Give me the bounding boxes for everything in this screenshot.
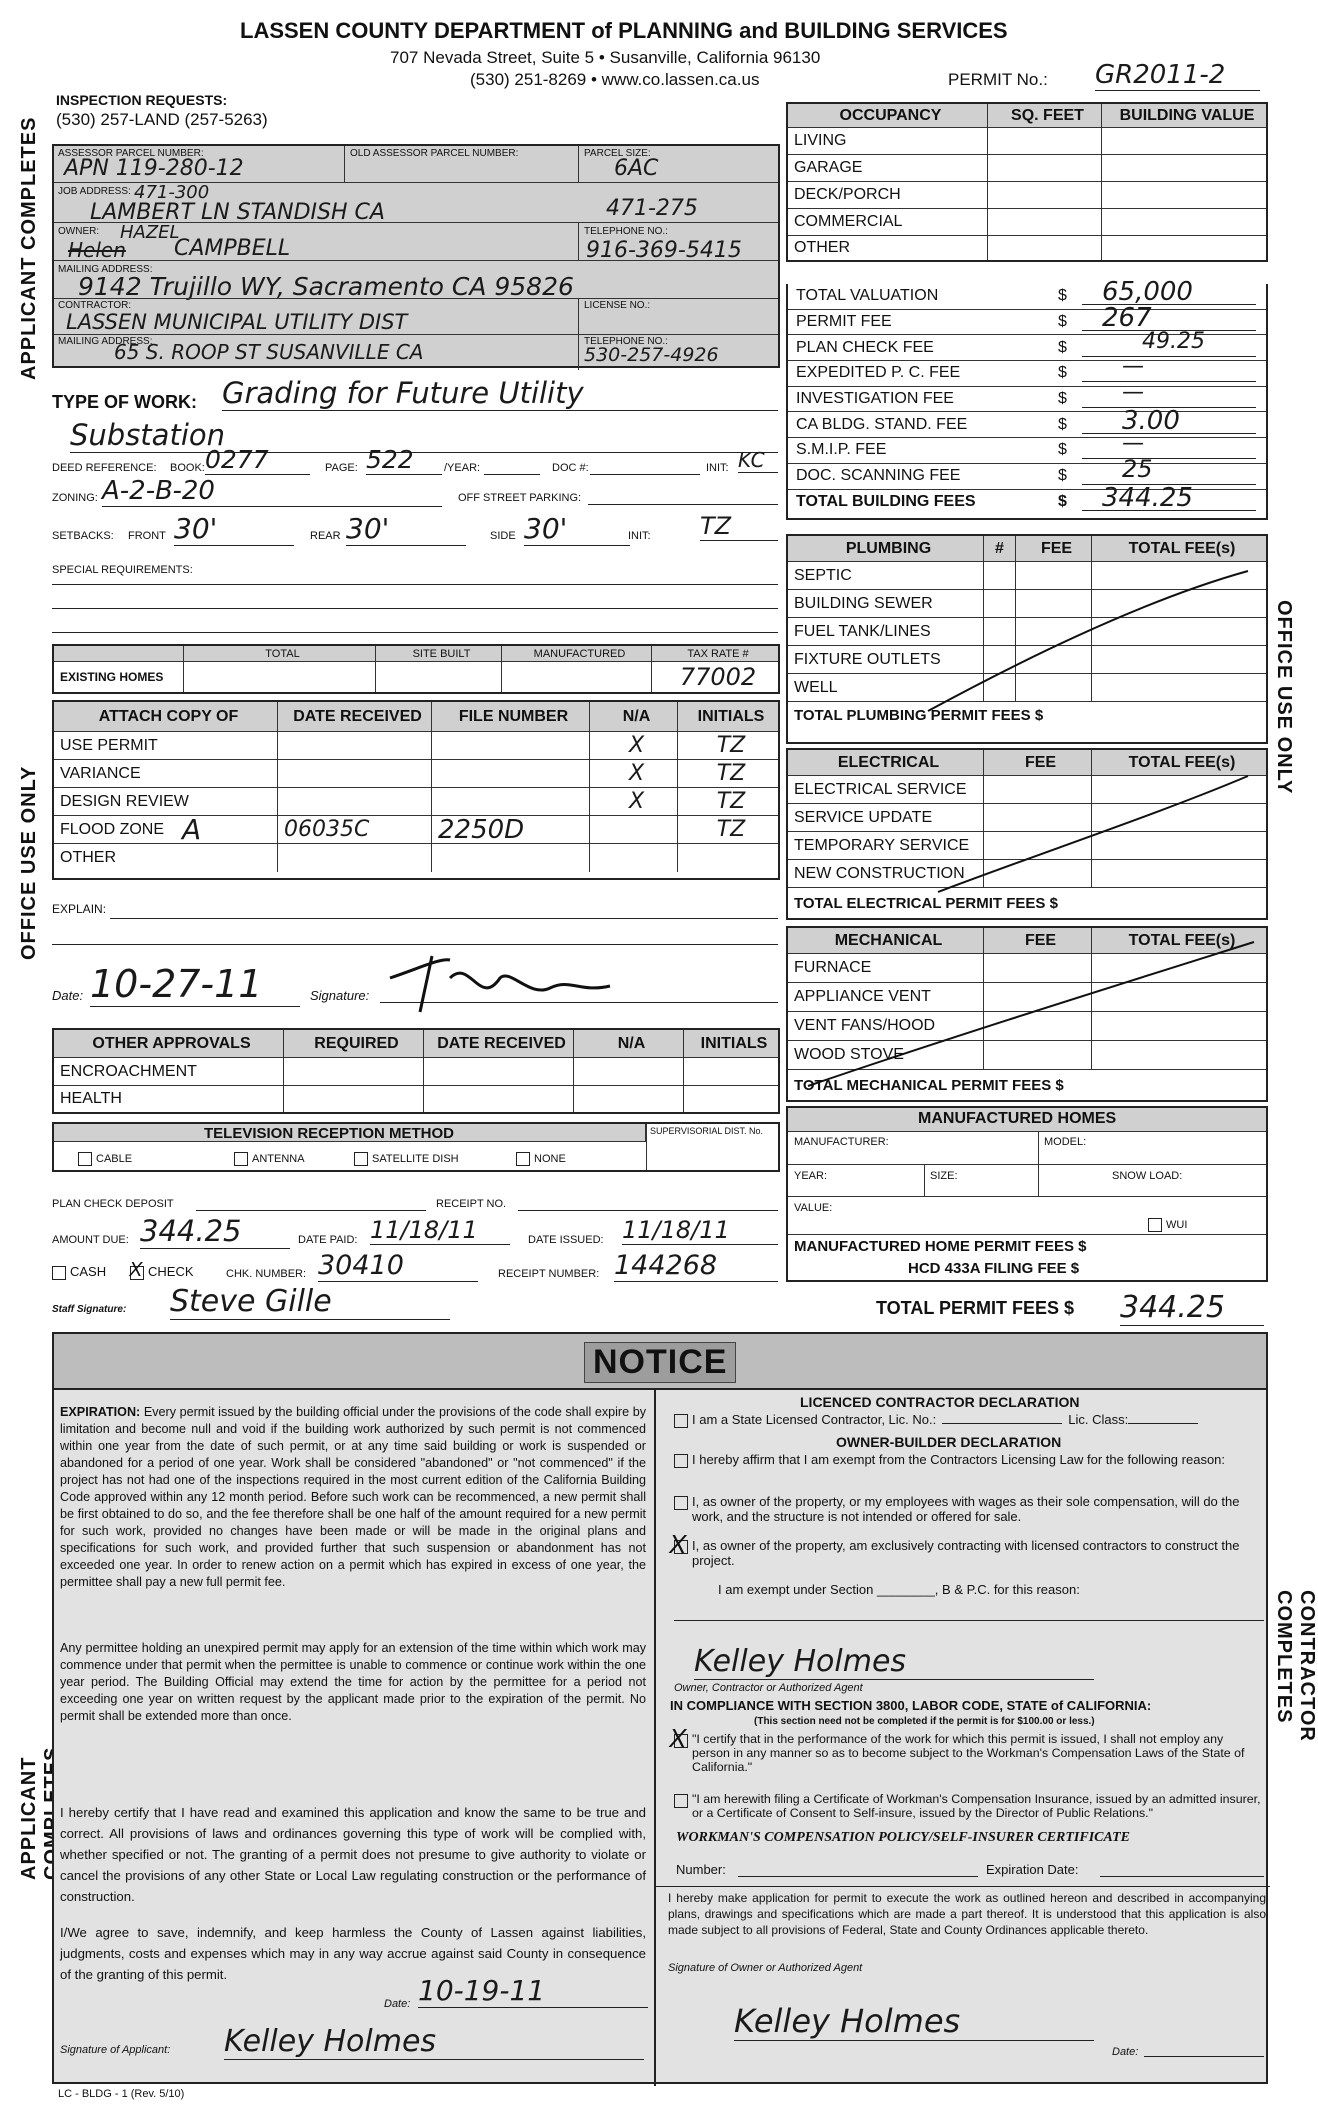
fee-label: S.M.I.P. FEE: [796, 441, 887, 459]
attach-row-other: [54, 844, 778, 872]
comp-option-2[interactable]: [674, 1792, 1264, 1820]
job-address-value[interactable]: LAMBERT LN STANDISH CA: [90, 200, 385, 225]
attach-row-label: DESIGN REVIEW: [54, 788, 278, 815]
electrical-total-label: TOTAL ELECTRICAL PERMIT FEES $: [794, 894, 1058, 912]
fee-label: PERMIT FEE: [796, 313, 892, 331]
tv-option-label: ANTENNA: [252, 1152, 305, 1165]
occupancy-row-label: COMMERCIAL: [788, 209, 988, 235]
agent-date-label: Date:: [1112, 2046, 1139, 2058]
amount-due-label: AMOUNT DUE:: [52, 1234, 129, 1246]
attach-row-label: FLOOD ZONE: [60, 820, 165, 838]
attach-col-na: N/A: [590, 702, 678, 731]
attach-row-use-permit: [54, 732, 778, 760]
owner-value[interactable]: CAMPBELL: [174, 236, 291, 261]
owner-tel-label: TELEPHONE NO.:: [584, 226, 668, 237]
value-label: VALUE:: [794, 1202, 833, 1214]
fee-value[interactable]: 3.00: [1122, 405, 1180, 436]
existing-col-tax: TAX RATE #: [687, 647, 749, 660]
applicant-sig-label: Signature of Applicant:: [60, 2044, 171, 2056]
notice-title: NOTICE: [584, 1342, 736, 1383]
occupancy-row-label: LIVING: [788, 128, 988, 154]
dollar-sign: $: [1058, 441, 1067, 459]
agent-text: I hereby make application for permit to execute the work as outlined hereon and described in accompanying plans, drawings and specifications which are made a part thereof. It is understood that this application is also made subject to all provisions of Federal, State and County Ordinances applicable thereto.: [668, 1891, 1266, 1937]
attach-init-mark[interactable]: TZ: [716, 817, 746, 842]
attach-col-init: INITIALS: [697, 707, 765, 725]
ob-option-text: I, as owner of the property, am exclusively contracting with licensed contractors to construct the project.: [692, 1538, 1240, 1568]
comp-heading: IN COMPLIANCE WITH SECTION 3800, LABOR CODE, STATE of CALIFORNIA:: [670, 1698, 1152, 1713]
attach-row-label: USE PERMIT: [54, 732, 278, 759]
page-value[interactable]: 522: [366, 445, 442, 475]
number-label: Number:: [676, 1862, 726, 1877]
tv-option-satellite[interactable]: [354, 1152, 459, 1166]
side-label-office-right: OFFICE USE ONLY: [1273, 600, 1295, 795]
existing-homes-label: EXISTING HOMES: [54, 662, 184, 692]
attach-row-label: OTHER: [54, 844, 278, 872]
signature-label: Signature:: [310, 988, 370, 1003]
indemnify-text: I/We agree to save, indemnify, and keep harmless the County of Lassen against liabilities, judgments, costs and expenses which may in any way accrue against said County in consequence of the granting of this permit.: [60, 1925, 646, 1982]
address-line: 707 Nevada Street, Suite 5 • Susanville, California 96130: [390, 48, 821, 67]
fee-value[interactable]: —: [1122, 354, 1144, 380]
notice-section: [52, 1332, 1268, 2084]
book-value[interactable]: 0277: [205, 445, 310, 475]
existing-col-total: TOTAL: [184, 646, 376, 661]
fee-label: TOTAL VALUATION: [796, 287, 939, 305]
occupancy-col-sqft: SQ. FEET: [988, 104, 1102, 127]
dollar-sign: $: [1058, 467, 1067, 485]
agent-signature[interactable]: Kelley Holmes: [734, 2002, 1094, 2041]
tv-option-label: SATELLITE DISH: [372, 1152, 459, 1165]
form-footer: LC - BLDG - 1 (Rev. 5/10): [58, 2088, 185, 2100]
tel2-label: TELEPHONE NO.:: [584, 336, 668, 347]
type-of-work-label: TYPE OF WORK:: [52, 392, 197, 412]
mechanical-total-label: TOTAL MECHANICAL PERMIT FEES $: [794, 1076, 1064, 1094]
offstreet-label: OFF STREET PARKING:: [458, 492, 582, 504]
apn-label: ASSESSOR PARCEL NUMBER:: [58, 148, 204, 159]
attach-col-file: FILE NUMBER: [432, 702, 590, 731]
side-label: SIDE: [490, 530, 516, 542]
occupancy-col-value: BUILDING VALUE: [1119, 106, 1255, 124]
special-req-label: SPECIAL REQUIREMENTS:: [52, 564, 193, 576]
front-label: FRONT: [128, 530, 166, 542]
lic-heading: LICENCED CONTRACTOR DECLARATION: [800, 1394, 1080, 1410]
electrical-row-label: TEMPORARY SERVICE: [788, 832, 984, 859]
attach-col-date: DATE RECEIVED: [278, 702, 432, 731]
comp-sub: (This section need not be completed if the permit is for $100.00 or less.): [754, 1716, 1095, 1727]
lic-text: I am a State Licensed Contractor, Lic. No.:: [692, 1412, 937, 1427]
owner-strike: Helen: [68, 238, 126, 262]
attach-na-mark[interactable]: X: [590, 788, 678, 815]
plumbing-col-num: #: [984, 536, 1016, 561]
flood-zone-date[interactable]: 06035C: [278, 816, 432, 843]
side-label-office-left: OFFICE USE ONLY: [18, 765, 40, 960]
contact-line: (530) 251-8269 • www.co.lassen.ca.us: [470, 70, 760, 89]
setback-init-label: INIT:: [628, 530, 651, 542]
district-label: SUPERVISORIAL DIST. No.: [650, 1126, 764, 1136]
owner-signature[interactable]: Kelley Holmes: [694, 1644, 1094, 1680]
dollar-sign: $: [1058, 338, 1067, 356]
side-label-contractor: CONTRACTOR COMPLETES: [1273, 1590, 1318, 1742]
applicant-date-label: Date:: [384, 1998, 411, 2010]
lic-class-label: Lic. Class:: [1068, 1412, 1129, 1427]
side-value[interactable]: 30': [524, 512, 630, 546]
approval-row-label: HEALTH: [54, 1086, 284, 1112]
zoning-value[interactable]: A-2-B-20: [102, 476, 442, 507]
tv-label: TELEVISION RECEPTION METHOD: [204, 1125, 455, 1142]
approvals-table: [52, 1028, 780, 1114]
mailing-label: MAILING ADDRESS:: [58, 264, 153, 275]
explain-label: EXPLAIN:: [52, 902, 107, 916]
extension-text: Any permittee holding an unexpired permit may apply for an extension of the time within which work may commence under that permit when the permittee is unable to commence or continue work within the one year period. The Building Official may extend the time for action by the permittee for a period not exceeding one year on written request by the applicant made prior to the expiration of the permit. No permit shall be extended more than once.: [60, 1641, 646, 1723]
fees-table: [786, 277, 1268, 520]
type-of-work-line2[interactable]: Substation: [70, 418, 778, 453]
attach-row-variance: [54, 760, 778, 788]
fee-label: DOC. SCANNING FEE: [796, 467, 961, 485]
manufactured-table: [786, 1106, 1268, 1282]
attach-row-design-review: [54, 788, 778, 816]
fee-label: INVESTIGATION FEE: [796, 390, 954, 408]
mechanical-table: [786, 926, 1268, 1102]
electrical-col-type: ELECTRICAL: [788, 750, 984, 775]
plumbing-row-label: WELL: [788, 674, 984, 701]
applicant-signature[interactable]: Kelley Holmes: [224, 2024, 644, 2060]
fee-value[interactable]: 267: [1102, 303, 1152, 334]
certify-text: I hereby certify that I have read and examined this application and know the same to be true and correct. All provisions of laws and ordinances governing this type of work will be complied with, whether specified or not. The granting of a permit does not presume to give authority to violate or cancel the provisions of any other State or Local Law regulating construction or the performance of construction.: [60, 1805, 646, 1904]
type-of-work-line1[interactable]: Grading for Future Utility: [222, 376, 778, 411]
check-checkbox[interactable]: X CHECK: [129, 1258, 194, 1281]
chk-number-label: CHK. NUMBER:: [226, 1268, 307, 1280]
expiration-date-label: Expiration Date:: [986, 1862, 1079, 1877]
dollar-sign: $: [1058, 390, 1067, 408]
flood-zone-letter[interactable]: A: [182, 813, 202, 846]
plumbing-row-label: SEPTIC: [788, 562, 984, 589]
date-issued-label: DATE ISSUED:: [528, 1234, 604, 1246]
attach-row-label: VARIANCE: [54, 760, 278, 787]
fee-label: PLAN CHECK FEE: [796, 338, 934, 356]
fee-value[interactable]: —: [1122, 431, 1144, 457]
comp-option-1[interactable]: X "I certify that in the performance of the work for which this permit is issued, I shall not employ any person in any manner so as to become subject to the Workman's Compensation Laws of the State of California.": [674, 1732, 1264, 1774]
ob-option-3: I am exempt under Section ________, B & P.C. for this reason:: [718, 1582, 1080, 1597]
plumbing-row-label: BUILDING SEWER: [788, 590, 984, 617]
manufacturer-label: MANUFACTURER:: [794, 1136, 889, 1148]
fee-value[interactable]: 49.25: [1142, 328, 1205, 354]
electrical-table: [786, 748, 1268, 920]
tv-option-antenna[interactable]: [234, 1152, 305, 1166]
applicant-date-value[interactable]: 10-19-11: [418, 1974, 648, 2008]
occupancy-row-label: OTHER: [788, 236, 988, 260]
mechanical-col-type: MECHANICAL: [788, 928, 984, 953]
fee-value[interactable]: 65,000: [1102, 277, 1193, 308]
parcel-size-value[interactable]: 6AC: [614, 156, 659, 181]
comp-option-text: "I am herewith filing a Certificate of Workman's Compensation Insurance, issued by an admitted insurer, or a Certificate of Consent to Self-insure, issued by the Director of Public Relations.": [692, 1792, 1261, 1820]
attach-col-type: ATTACH COPY OF: [54, 702, 278, 731]
apn-value[interactable]: APN 119-280-12: [64, 156, 244, 181]
ob-affirm-text: I hereby affirm that I am exempt from the Contractors Licensing Law for the following reason:: [692, 1452, 1226, 1467]
approvals-col-req: REQUIRED: [284, 1030, 424, 1057]
owner-first-name: HAZEL: [120, 222, 180, 243]
total-permit-label: TOTAL PERMIT FEES $: [876, 1298, 1075, 1318]
official-signature: [380, 948, 640, 1018]
doc-label: DOC #:: [552, 462, 589, 474]
model-label: MODEL:: [1044, 1136, 1087, 1148]
page-label: PAGE:: [325, 462, 358, 474]
mechanical-row-label: WOOD STOVE: [788, 1041, 984, 1069]
dollar-sign: $: [1058, 287, 1067, 305]
attach-na-mark[interactable]: X: [590, 760, 678, 787]
mailing-value[interactable]: 9142 Trujillo WY, Sacramento CA 95826: [78, 272, 574, 301]
mechanical-row-label: FURNACE: [788, 954, 984, 982]
year-label: YEAR:: [794, 1170, 828, 1182]
mechanical-row-label: APPLIANCE VENT: [788, 983, 984, 1011]
electrical-row-label: ELECTRICAL SERVICE: [788, 776, 984, 803]
wui-label: WUI: [1166, 1218, 1188, 1231]
mechanical-col-fee: FEE: [984, 928, 1092, 953]
lic-checkbox[interactable]: [674, 1412, 1198, 1428]
check-label: CHECK: [148, 1264, 194, 1279]
owner-tel-value[interactable]: 916-369-5415: [586, 238, 742, 263]
tv-reception-box: [52, 1122, 780, 1172]
plumbing-row-label: FUEL TANK/LINES: [788, 618, 984, 645]
mechanical-strike: [808, 938, 1258, 1088]
owner-label: OWNER:: [58, 226, 100, 237]
fee-label: CA BLDG. STAND. FEE: [796, 415, 968, 433]
fee-label: TOTAL BUILDING FEES: [796, 493, 976, 511]
receipt-no-label: RECEIPT NO.: [436, 1198, 507, 1210]
chk-number-value[interactable]: 30410: [318, 1250, 478, 1282]
plumbing-total-label: TOTAL PLUMBING PERMIT FEES $: [794, 706, 1044, 724]
approvals-col-init: INITIALS: [700, 1034, 768, 1052]
zoning-label: ZONING:: [52, 492, 98, 504]
job-address-tail: 471-275: [606, 196, 698, 221]
dollar-sign: $: [1058, 364, 1067, 382]
electrical-col-fee: FEE: [984, 750, 1092, 775]
comp-option-text: "I certify that in the performance of the work for which this permit is issued, I shall not employ any person in any manner so as to become subject to the Workman's Compensation Laws of the State of California.": [692, 1732, 1245, 1774]
parcel-size-label: PARCEL SIZE:: [584, 148, 651, 159]
ob-heading: OWNER-BUILDER DECLARATION: [836, 1434, 1062, 1450]
receipt-number-value[interactable]: 144268: [614, 1250, 778, 1282]
dollar-sign: $: [1058, 313, 1067, 331]
fee-value[interactable]: —: [1122, 380, 1144, 406]
wc-heading: WORKMAN'S COMPENSATION POLICY/SELF-INSURER CERTIFICATE: [676, 1830, 1130, 1845]
front-value[interactable]: 30': [174, 512, 294, 546]
plumbing-col-type: PLUMBING: [788, 536, 984, 561]
setback-init-value[interactable]: TZ: [700, 512, 778, 541]
tv-option-label: CABLE: [96, 1152, 133, 1165]
cash-label: CASH: [70, 1264, 107, 1279]
year-label: /YEAR:: [444, 462, 481, 474]
fee-label: EXPEDITED P. C. FEE: [796, 364, 961, 382]
rear-value[interactable]: 30': [346, 512, 466, 546]
approvals-col-na: N/A: [574, 1030, 684, 1057]
occupancy-row-label: DECK/PORCH: [788, 182, 988, 208]
mechanical-row-label: VENT FANS/HOOD: [788, 1012, 984, 1040]
expiration-heading: EXPIRATION:: [60, 1405, 141, 1419]
existing-col-site: SITE BUILT: [376, 646, 502, 661]
attach-row-flood-zone: [54, 813, 778, 846]
staff-signature-label: Staff Signature:: [52, 1304, 127, 1315]
cash-checkbox[interactable]: [52, 1264, 106, 1280]
approval-row-label: ENCROACHMENT: [54, 1058, 284, 1085]
tel2-value[interactable]: 530-257-4926: [584, 344, 719, 366]
occupancy-col-type: OCCUPANCY: [788, 104, 988, 127]
attach-init-mark[interactable]: TZ: [716, 761, 746, 786]
plumbing-table: [786, 534, 1268, 744]
plumbing-col-fee: FEE: [1016, 536, 1092, 561]
existing-col-manu: MANUFACTURED: [502, 646, 652, 661]
occupancy-table: [786, 102, 1268, 262]
ob-option-2[interactable]: X I, as owner of the property, am exclusively contracting with licensed contractors to construct the project.: [674, 1538, 1264, 1568]
electrical-row-label: SERVICE UPDATE: [788, 804, 984, 831]
inspection-label: INSPECTION REQUESTS:: [56, 92, 228, 108]
permit-label: PERMIT No.:: [948, 70, 1048, 89]
fee-value[interactable]: 344.25: [1102, 483, 1193, 514]
permit-number[interactable]: GR2011-2: [1095, 60, 1260, 91]
deed-label: DEED REFERENCE:: [52, 462, 157, 474]
attach-init-mark[interactable]: TZ: [716, 733, 746, 758]
existing-homes-table: [52, 644, 780, 694]
dollar-sign: $: [1058, 493, 1067, 511]
ob-option-text: I, as owner of the property, or my employees with wages as their sole compensation, will do the work, and the structure is not intended or offered for sale.: [692, 1494, 1240, 1524]
total-permit-value[interactable]: 344.25: [1120, 1290, 1264, 1326]
job-address-label: JOB ADDRESS:: [58, 186, 131, 197]
staff-signature[interactable]: Steve Gille: [170, 1284, 450, 1320]
ob-affirm-checkbox[interactable]: [674, 1452, 1264, 1468]
receipt-number-label: RECEIPT NUMBER:: [498, 1268, 600, 1280]
deed-init-label: INIT:: [706, 462, 729, 474]
book-label: BOOK:: [170, 462, 205, 474]
tv-option-none[interactable]: [516, 1152, 566, 1166]
mailing2-value[interactable]: 65 S. ROOP ST SUSANVILLE CA: [114, 340, 424, 364]
owner-sig-label: Owner, Contractor or Authorized Agent: [674, 1682, 863, 1694]
attach-init-mark[interactable]: TZ: [716, 789, 746, 814]
contractor-label: CONTRACTOR:: [58, 300, 132, 311]
old-apn-label: OLD ASSESSOR PARCEL NUMBER:: [350, 148, 519, 159]
plumbing-strike: [928, 566, 1258, 716]
rear-label: REAR: [310, 530, 341, 542]
attach-na-mark[interactable]: X: [590, 732, 678, 759]
inspection-phone: (530) 257-LAND (257-5263): [56, 110, 268, 129]
size-label: SIZE:: [930, 1170, 958, 1182]
occupancy-row-label: GARAGE: [788, 155, 988, 181]
job-number[interactable]: 471-300: [134, 182, 210, 203]
date-paid-label: DATE PAID:: [298, 1234, 358, 1246]
dollar-sign: $: [1058, 415, 1067, 433]
plan-check-deposit-label: PLAN CHECK DEPOSIT: [52, 1198, 174, 1210]
mailing2-label: MAILING ADDRESS:: [58, 336, 153, 347]
parcel-block: [52, 144, 780, 368]
approvals-col-date: DATE RECEIVED: [424, 1030, 574, 1057]
deed-init-value[interactable]: KC: [738, 448, 778, 473]
hcd-fee-label: HCD 433A FILING FEE $: [908, 1260, 1080, 1277]
fee-value[interactable]: 25: [1122, 455, 1153, 484]
side-label-applicant-top: APPLICANT COMPLETES: [18, 116, 40, 380]
contractor-value[interactable]: LASSEN MUNICIPAL UTILITY DIST: [66, 310, 408, 334]
approvals-col-type: OTHER APPROVALS: [54, 1030, 284, 1057]
date-paid-value[interactable]: 11/18/11: [370, 1216, 510, 1245]
snow-load-label: SNOW LOAD:: [1112, 1170, 1183, 1182]
setbacks-label: SETBACKS:: [52, 530, 114, 542]
agent-sig-label: Signature of Owner or Authorized Agent: [668, 1962, 863, 1974]
tax-rate-value[interactable]: 77002: [679, 663, 757, 691]
form-title: LASSEN COUNTY DEPARTMENT of PLANNING and BUILDING SERVICES: [240, 18, 1008, 43]
flood-zone-file[interactable]: 2250D: [432, 816, 590, 843]
tv-option-label: NONE: [534, 1152, 566, 1165]
electrical-row-label: NEW CONSTRUCTION: [788, 860, 984, 887]
ob-option-1[interactable]: [674, 1494, 1264, 1524]
electrical-strike: [938, 774, 1258, 894]
electrical-col-total: TOTAL FEE(s): [1128, 753, 1236, 771]
expiration-text: Every permit issued by the building official under the provisions of the code shall expire by limitation and become null and void if the building work authorized by such permit is not commenced within one year from the date of such permit, or at any time said building or work is suspended or abandoned for a period of one year. Work shall be considered "abandoned" or "not commenced" if the project has not had one of the inspections required in the most current edition of the California Building Code approved within any 12 month period. Before such work can be recommenced, a new permit shall be first obtained to do so, and the fee therefore shall be one half of the amount required for a new permit for such work, provided no changes have been made or will be made in the original plans and specifications for such work, and provided further that such suspension or abandonment has not exceeded one year. In order to renew action on a permit which has expired in excess of one year, the permittee shall pay a new full permit fee.: [60, 1405, 646, 1589]
license-label: LICENSE NO.:: [584, 300, 651, 311]
manufactured-title: MANUFACTURED HOMES: [918, 1110, 1117, 1127]
date-issued-value[interactable]: 11/18/11: [622, 1216, 778, 1245]
wui-checkbox[interactable]: [1148, 1218, 1187, 1232]
explain-date-label: Date:: [52, 988, 84, 1003]
attach-table: [52, 700, 780, 880]
tv-option-cable[interactable]: [78, 1152, 132, 1166]
side-label-applicant-bottom: APPLICANT: [18, 1756, 40, 1880]
manufactured-fees-label: MANUFACTURED HOME PERMIT FEES $: [794, 1238, 1087, 1255]
mechanical-col-total: TOTAL FEE(s): [1128, 931, 1236, 949]
plumbing-row-label: FIXTURE OUTLETS: [788, 646, 984, 673]
plumbing-col-total: TOTAL FEE(s): [1128, 539, 1236, 557]
amount-due-value[interactable]: 344.25: [140, 1214, 290, 1249]
explain-date-value[interactable]: 10-27-11: [90, 962, 300, 1007]
